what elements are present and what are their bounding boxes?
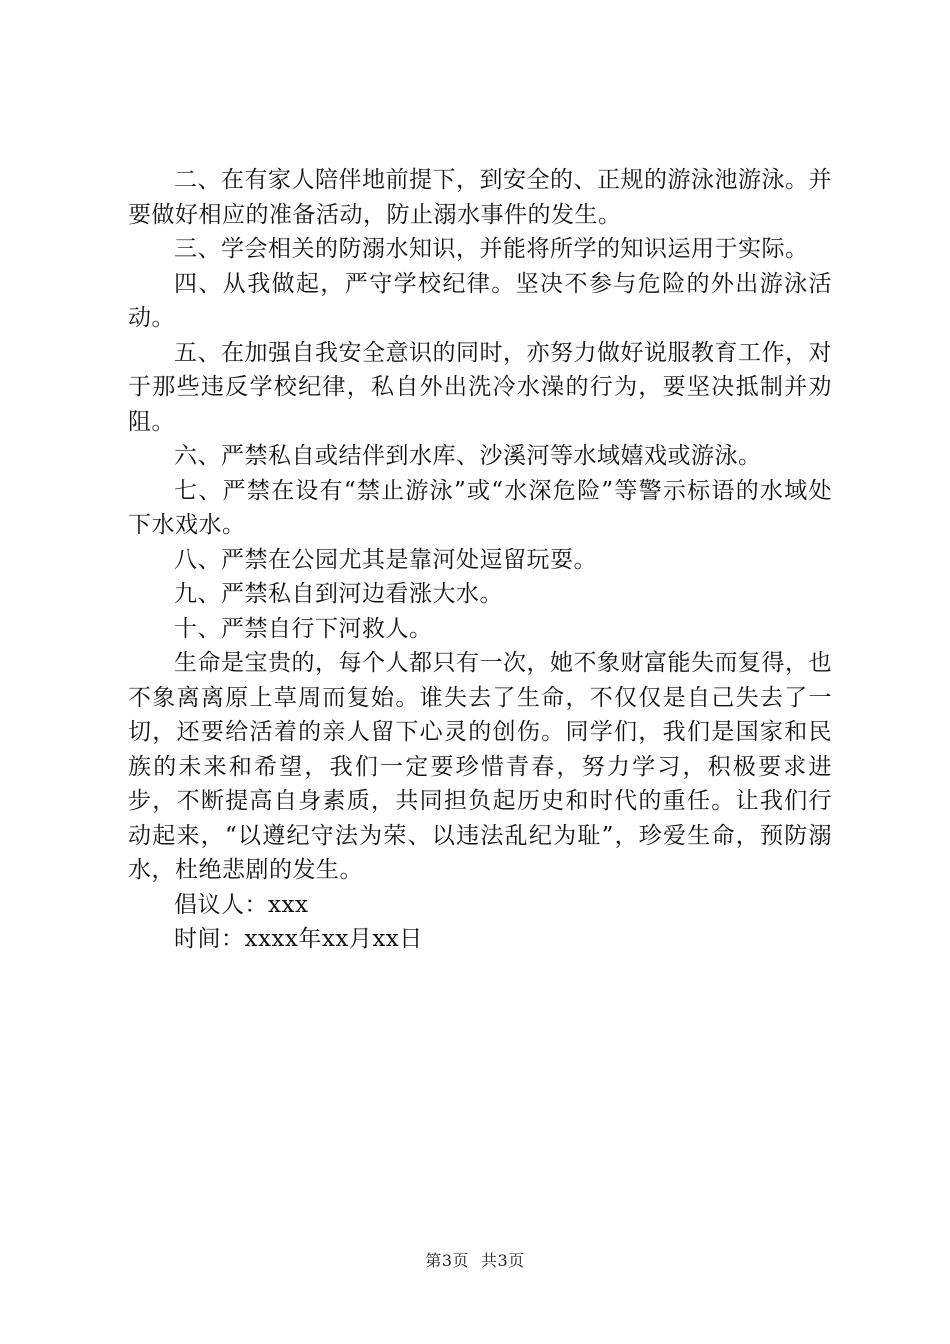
page-total: 共3页 — [481, 1251, 525, 1270]
paragraph-item-9: 九、严禁私自到河边看涨大水。 — [174, 581, 503, 607]
paragraph-item-7: 七、严禁在设有“禁止游泳”或“水深危险”等警示标语的水域处下水戏水。 — [128, 477, 832, 538]
document-body — [128, 163, 832, 957]
paragraph-item-10: 十、严禁自行下河救人。 — [174, 615, 433, 642]
paragraph-item-4: 四、从我做起，严守学校纪律。坚决不参与危险的外出游泳活动。 — [128, 270, 832, 331]
date-line: 时间：xxxx年xx月xx日 — [174, 926, 423, 952]
paragraph-item-6: 六、严禁私自或结伴到水库、沙溪河等水域嬉戏或游泳。 — [174, 443, 762, 469]
paragraph-item-3: 三、学会相关的防溺水知识，并能将所学的知识运用于实际。 — [174, 236, 809, 262]
initiator-line: 倡议人：xxx — [174, 891, 309, 918]
page-footer — [0, 1248, 950, 1271]
paragraph-item-2: 二、在有家人陪伴地前提下，到安全的、正规的游泳池游泳。并要做好相应的准备活动，防止溺水事件的发生。 — [128, 167, 832, 228]
page-number: 第3页 — [425, 1251, 469, 1270]
closing-paragraph: 生命是宝贵的，每个人都只有一次，她不象财富能失而复得，也不象离离原上草周而复始。谁失去了生命，不仅仅是自己失去了一切，还要给活着的亲人留下心灵的创伤。同学们，我们是国家和民族的未来和希望，我们一定要珍惜青春，努力学习，积极要求进步，不断提高自身素质，共同担负起历史和时代的重任。让我们行动起来，“以遵纪守法为荣、以违法乱纪为耻”，珍爱生命，预防溺水，杜绝悲剧的发生。 — [128, 650, 832, 883]
paragraph-item-8: 八、严禁在公园尤其是靠河处逗留玩耍。 — [174, 546, 597, 573]
paragraph-item-5: 五、在加强自我安全意识的同时，亦努力做好说服教育工作，对于那些违反学校纪律，私自外出洗冷水澡的行为，要坚决抵制并劝阻。 — [128, 339, 832, 435]
